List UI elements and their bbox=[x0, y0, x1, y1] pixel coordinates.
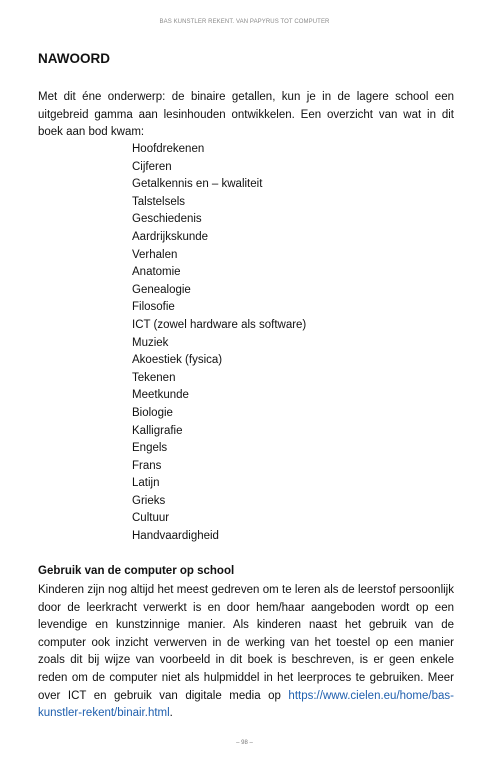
list-item: Tekenen bbox=[132, 371, 176, 384]
list-item: Latijn bbox=[132, 477, 160, 490]
topic-list bbox=[132, 141, 306, 546]
list-item: Verhalen bbox=[132, 248, 178, 261]
running-header: BAS KUNSTLER REKENT. VAN PAPYRUS TOT COMPUTER bbox=[159, 19, 330, 25]
section-heading-computer-use: Gebruik van de computer op school bbox=[38, 565, 235, 577]
list-item: Geschiedenis bbox=[132, 213, 202, 226]
list-item: Biologie bbox=[132, 406, 173, 419]
list-item: Kalligrafie bbox=[132, 424, 183, 437]
page-title: NAWOORD bbox=[38, 51, 110, 66]
paragraph-end-punctuation: . bbox=[169, 707, 173, 720]
intro-paragraph: Met dit éne onderwerp: de binaire getallen, kun je in de lagere school een uitgebreid gamma aan lesinhouden ontwikkelen. Een overzicht van wat in dit boek aan bod kwam: bbox=[38, 91, 454, 139]
list-item: Anatomie bbox=[132, 266, 181, 279]
list-item: Grieks bbox=[132, 494, 166, 507]
list-item: Filosofie bbox=[132, 301, 175, 314]
paragraph-text: Kinderen zijn nog altijd het meest gedreven om te leren als de leerstof persoonlijk door de leerkracht verwerkt is en door hem/haar aangeboden wordt op een levendige en kunstzinnige manier. Als kinderen naast het gebruik van de computer ook inzicht verwerven in de werking van het toestel op een manier zoals dit bij wijze van voorbeeld in dit boek is beschreven, is er geen enkele reden om de computer niet als hulpmiddel in het leerproces te gebruiken. Meer over ICT en gebruik van digitale media op bbox=[38, 584, 454, 702]
list-item: Cultuur bbox=[132, 512, 170, 525]
website-link[interactable]: https://www.cielen.eu/home/bas-kunstler-rekent/binair.html bbox=[38, 689, 454, 720]
list-item: Getalkennis en – kwaliteit bbox=[132, 178, 263, 191]
list-item: Handvaardigheid bbox=[132, 530, 219, 543]
list-item: Talstelsels bbox=[132, 195, 186, 208]
list-item: Frans bbox=[132, 459, 162, 472]
list-item: Akoestiek (fysica) bbox=[132, 354, 223, 367]
list-item: Genealogie bbox=[132, 283, 191, 296]
list-item: Cijferen bbox=[132, 160, 172, 173]
list-item: Aardrijkskunde bbox=[132, 230, 209, 243]
list-item: Muziek bbox=[132, 336, 169, 349]
list-item: Hoofdrekenen bbox=[132, 143, 205, 155]
list-item: Engels bbox=[132, 442, 168, 455]
list-item: Meetkunde bbox=[132, 389, 189, 402]
list-item: ICT (zowel hardware als software) bbox=[132, 318, 307, 331]
computer-use-paragraph bbox=[38, 582, 454, 723]
page-number: – 98 – bbox=[236, 740, 253, 746]
